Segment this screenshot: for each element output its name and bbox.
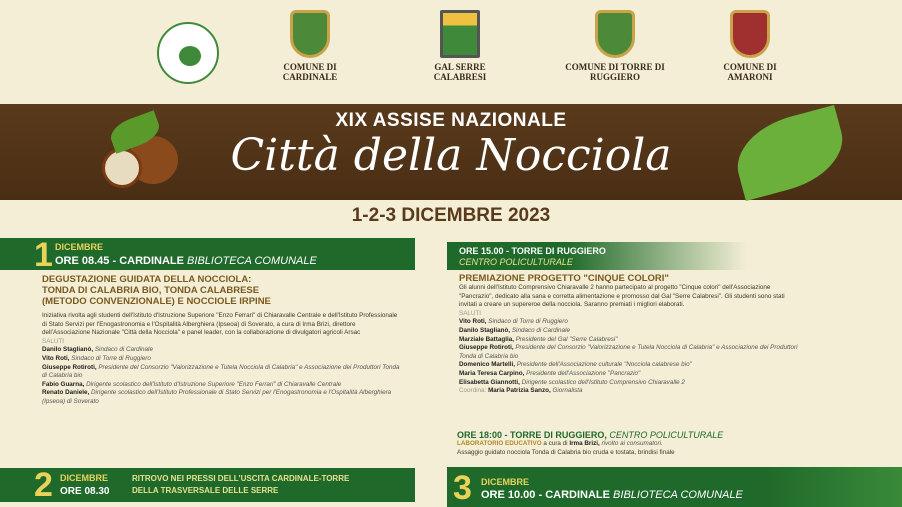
day1eve-place: CENTRO POLICULTURALE xyxy=(609,430,724,440)
logo-label: COMUNE DI CARDINALE xyxy=(282,62,338,82)
edition-label: XIX ASSISE NAZIONALE xyxy=(335,110,567,131)
coord-role: Giornalista xyxy=(552,387,583,395)
coord-label: Coordina: xyxy=(459,387,487,395)
day3-header xyxy=(447,467,902,507)
speaker xyxy=(459,370,799,379)
speaker xyxy=(42,355,402,364)
speaker xyxy=(459,344,799,361)
lab-name: Irma Brizi, xyxy=(569,440,600,447)
day1pm-intro: Gli alunni dell'Istituto Comprensivo Chiaravalle 2 hanno partecipato al progetto "Cinque colori" dell'Associazione "Pancrazio", dedicato alla sana e corretta alimentazione e promosso dal Gal "Serre Calabresi". Gli studenti sono stati invitati a creare un supereroe della nocciola. Saranno premiati i migliori elaborati. xyxy=(459,284,785,309)
day-number: 1 xyxy=(34,236,53,274)
day1-header xyxy=(0,236,415,274)
day1-time: ORE 08.45 - CARDINALE xyxy=(55,255,184,267)
coord-name: Maria Patrizia Sanzo, xyxy=(488,387,551,395)
day1pm-content xyxy=(459,273,799,396)
speaker xyxy=(459,327,799,336)
day1pm-header xyxy=(447,242,747,270)
lab-line2: Assaggio guidato nocciola Tonda di Calabria bio cruda e tostata, brindisi finale xyxy=(457,448,675,456)
speaker-role: Sindaco di Cardinale xyxy=(511,326,570,334)
day1-intro: Iniziativa rivolta agli studenti dell'Istituto d'Istruzione Superiore "Enzo Ferrari" di Chiaravalle Centrale e dell'Istituto Professionale di Stato Servizi per l'Enogastronomia e l'Ospitalità Alberghiera (Ipseoa) di Soverato, a cura di Irma Brizi, direttore dell'Associazione Nazionale "Città della Nocciola" e panel leader, con la collaborazione di divulgatori agricoli Arsac xyxy=(42,312,398,337)
day3-place: BIBLIOTECA COMUNALE xyxy=(613,489,743,501)
speaker-role: Sindaco di Torre di Ruggiero xyxy=(488,318,568,326)
speaker-role: Presidente del Consorzio "Valorizzazione e Tutela Nocciola di Calabria" e Associazione dei Produttori Tonda di Calabria bio xyxy=(42,363,400,380)
speaker-role: Dirigente scolastico dell'Istituto Comprensivo Chiaravalle 2 xyxy=(521,378,685,386)
day-month: DICEMBRE xyxy=(60,473,109,483)
speaker xyxy=(459,318,799,327)
logo-tonda-di-calabria-bio xyxy=(150,22,225,84)
day2-text: DELLA TRASVERSALE DELLE SERRE xyxy=(132,486,279,495)
lab-text: rivolto ai consumatori. xyxy=(599,440,663,447)
speaker-name: Giuseppe Rotiroti, xyxy=(42,363,97,371)
speaker-name: Domenico Martelli, xyxy=(459,361,515,369)
speaker xyxy=(459,361,799,370)
speaker xyxy=(42,389,402,406)
logo-gal-serre-calabresi xyxy=(415,10,505,82)
day1-content xyxy=(42,274,402,407)
day-number: 3 xyxy=(453,469,472,507)
speaker xyxy=(459,379,799,388)
speaker-name: Renato Daniele, xyxy=(42,389,90,397)
speaker-name: Giuseppe Rotiroti, xyxy=(459,344,514,352)
speaker xyxy=(42,346,402,355)
day-month: DICEMBRE xyxy=(481,477,530,487)
saluti-label: SALUTI xyxy=(42,337,65,345)
day-month: DICEMBRE xyxy=(55,242,104,252)
lab-text: a cura di xyxy=(541,440,570,447)
day1-heading: TONDA DI CALABRIA BIO, TONDA CALABRESE xyxy=(42,285,260,296)
speaker-name: Maria Teresa Carpino, xyxy=(459,369,525,377)
day-number: 2 xyxy=(34,466,53,504)
speaker xyxy=(459,336,799,345)
logo-label: COMUNE DI TORRE DI RUGGIERO xyxy=(565,62,665,82)
speaker-name: Marziale Battaglia, xyxy=(459,335,514,343)
saluti-label: SALUTI xyxy=(459,309,482,317)
logo-comune-di-cardinale xyxy=(265,10,355,82)
day1pm-time: ORE 15.00 - TORRE DI RUGGIERO xyxy=(459,246,606,256)
day1pm-place: CENTRO POLICULTURALE xyxy=(459,257,573,267)
day2-time: ORE 08.30 xyxy=(60,486,110,497)
day1-heading: (METODO CONVENZIONALE) E NOCCIOLE IRPINE xyxy=(42,296,271,307)
event-title: Città della Nocciola xyxy=(230,130,672,181)
speaker-role: Dirigente scolastico dell'Istituto d'Istruzione Superiore "Enzo Ferrari" di Chiaravalle Centrale xyxy=(86,380,342,388)
speaker-name: Vito Roti, xyxy=(459,318,487,326)
speaker-role: Presidente dell'Associazione "Pancrazio" xyxy=(526,369,641,377)
speaker-role: Dirigente scolastico dell'Istituto Professionale di Stato Servizi per l'Enogastronomia e l'Ospitalità Alberghiera (Ipseoa) di Soverato xyxy=(42,389,392,405)
speaker-name: Fabio Guarna, xyxy=(42,380,85,388)
speaker-role: Presidente del Consorzio "Valorizzazione e Tutela Nocciola di Calabria" e Associazione dei Produttori Tonda di Calabria bio xyxy=(459,344,798,360)
event-dates: 1-2-3 DICEMBRE 2023 xyxy=(351,205,551,226)
speaker-role: Sindaco di Torre di Ruggiero xyxy=(71,354,151,362)
day1-place: BIBLIOTECA COMUNALE xyxy=(187,255,317,267)
speaker-role: Presidente dell'Associazione culturale "Nocciola calabrese bio" xyxy=(516,361,692,369)
speaker xyxy=(42,381,402,390)
lab-title: LABORATORIO EDUCATIVO xyxy=(457,440,542,447)
logo-label: COMUNE DI AMARONI xyxy=(723,62,777,82)
speaker-name: Danilo Staglianò, xyxy=(459,326,511,334)
day1-heading: DEGUSTAZIONE GUIDATA DELLA NOCCIOLA: xyxy=(42,274,252,285)
speaker-role: Sindaco di Cardinale xyxy=(94,346,153,354)
day3-time: ORE 10.00 - CARDINALE xyxy=(481,489,610,501)
logo-comune-di-torre-di-ruggiero xyxy=(565,10,665,82)
day2-text: RITROVO NEI PRESSI DELL'USCITA CARDINALE-TORRE xyxy=(132,474,350,483)
speaker-name: Elisabetta Giannotti, xyxy=(459,378,520,386)
day1pm-heading: PREMIAZIONE PROGETTO "CINQUE COLORI" xyxy=(459,273,669,284)
speaker-name: Vito Roti, xyxy=(42,354,70,362)
day1eve-time: ORE 18:00 - TORRE DI RUGGIERO, xyxy=(457,430,607,440)
speaker-role: Presidente del Gal "Serre Calabresi" xyxy=(515,335,618,343)
day2-header xyxy=(0,468,415,502)
speaker xyxy=(42,364,402,381)
day1eve-content xyxy=(457,430,817,457)
logo-label: GAL SERRE CALABRESI xyxy=(433,62,487,82)
logo-comune-di-amaroni xyxy=(705,10,795,82)
speaker-name: Danilo Staglianò, xyxy=(42,346,94,354)
